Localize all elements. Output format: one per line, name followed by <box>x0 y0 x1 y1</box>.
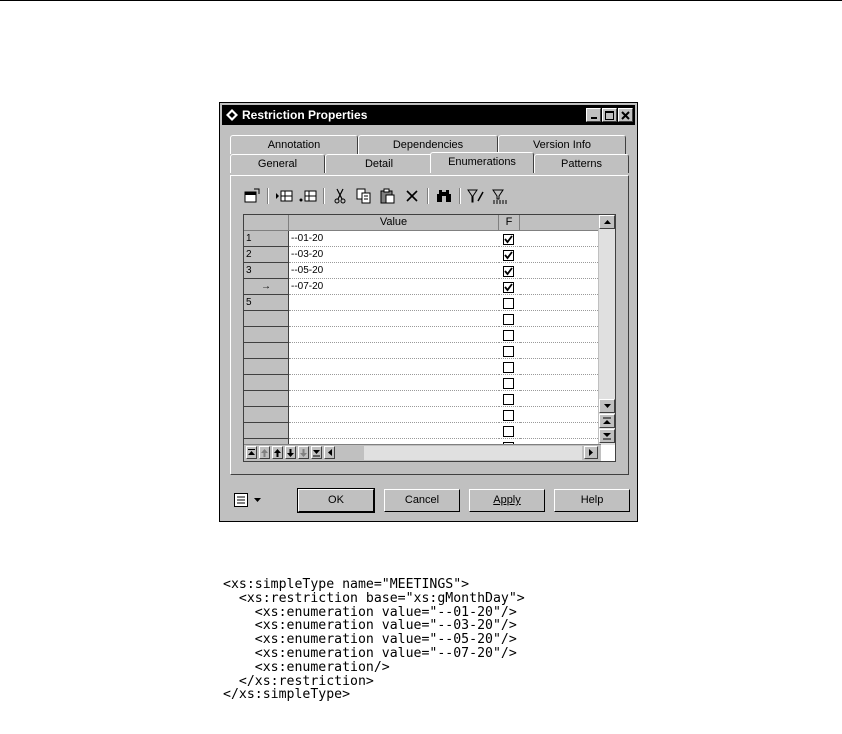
scroll-right-button[interactable] <box>584 446 598 459</box>
tab-general[interactable]: General <box>230 154 325 173</box>
find-icon[interactable] <box>435 187 453 205</box>
row-navigation-bar <box>244 444 601 461</box>
fixed-checkbox[interactable] <box>503 314 514 325</box>
scroll-left-button[interactable] <box>324 446 335 459</box>
code-line: <xs:enumeration/> <box>223 659 390 675</box>
extra-cell[interactable] <box>520 343 600 359</box>
row-header[interactable]: 3 <box>244 263 289 279</box>
fixed-checkbox[interactable] <box>503 282 514 293</box>
dialog-button-row <box>220 485 637 515</box>
dialog-title: Restriction Properties <box>242 108 368 122</box>
checkmark-icon <box>504 283 513 292</box>
move-down-button[interactable] <box>285 446 296 459</box>
insert-row-icon[interactable] <box>275 187 293 205</box>
fixed-checkbox[interactable] <box>503 250 514 261</box>
help-button[interactable]: Help <box>554 489 630 512</box>
code-line: <xs:enumeration value="--07-20"/> <box>223 645 517 661</box>
row-header[interactable]: → <box>244 279 289 295</box>
close-button[interactable] <box>618 108 633 122</box>
scroll-top-button[interactable] <box>599 414 615 428</box>
row-header[interactable] <box>244 391 289 407</box>
tab-annotation[interactable]: Annotation <box>230 135 358 154</box>
scroll-up-button[interactable] <box>599 215 615 229</box>
apply-button[interactable]: Apply <box>469 489 545 512</box>
value-cell[interactable]: --03-20 <box>289 247 499 263</box>
extra-cell[interactable] <box>520 231 600 247</box>
extra-cell[interactable] <box>520 247 600 263</box>
extra-cell[interactable] <box>520 295 600 311</box>
toolbar-separator <box>323 188 325 204</box>
value-cell[interactable]: --07-20 <box>289 279 499 295</box>
ok-button[interactable]: OK <box>298 489 374 512</box>
row-header[interactable] <box>244 359 289 375</box>
fixed-checkbox[interactable] <box>503 362 514 373</box>
fixed-checkbox[interactable] <box>503 346 514 357</box>
extra-cell[interactable] <box>520 423 600 439</box>
tab-dependencies[interactable]: Dependencies <box>358 135 498 154</box>
vertical-scrollbar[interactable] <box>598 215 615 445</box>
code-line: <xs:simpleType name="MEETINGS"> <box>223 577 470 592</box>
move-to-bottom-button[interactable] <box>311 446 322 459</box>
row-header[interactable] <box>244 343 289 359</box>
move-up-fast-icon <box>261 449 268 457</box>
xml-schema-code <box>223 578 525 702</box>
arrow-right-icon <box>589 449 593 456</box>
value-cell[interactable] <box>289 375 499 391</box>
move-top-icon <box>248 449 255 457</box>
arrow-down-icon <box>604 404 611 408</box>
row-header[interactable] <box>244 327 289 343</box>
restriction-properties-dialog <box>219 102 638 522</box>
row-header[interactable]: 5 <box>244 295 289 311</box>
enumerations-panel <box>230 175 629 475</box>
tab-detail[interactable]: Detail <box>325 154 433 173</box>
row-header[interactable] <box>244 407 289 423</box>
row-header[interactable] <box>244 311 289 327</box>
code-line: </xs:restriction> <box>223 673 374 689</box>
move-down-fast-button[interactable] <box>298 446 309 459</box>
extra-cell[interactable] <box>520 407 600 423</box>
fixed-checkbox[interactable] <box>503 234 514 245</box>
maximize-button[interactable] <box>602 108 617 122</box>
extra-cell[interactable] <box>520 391 600 407</box>
checkmark-icon <box>504 251 513 260</box>
move-up-fast-button[interactable] <box>259 446 270 459</box>
arrow-up-icon <box>604 220 611 224</box>
value-cell[interactable] <box>289 311 499 327</box>
value-cell[interactable] <box>289 327 499 343</box>
column-header-blank <box>520 215 600 231</box>
move-down-fast-icon <box>300 449 307 457</box>
title-bar <box>222 105 635 125</box>
tab-enumerations[interactable]: Enumerations <box>430 152 534 173</box>
toolbar-separator <box>267 188 269 204</box>
list-menu-button[interactable] <box>234 493 261 507</box>
diamond-icon <box>226 109 238 121</box>
top-rule <box>0 0 842 1</box>
value-cell[interactable] <box>289 295 499 311</box>
move-up-icon <box>274 449 281 457</box>
row-header[interactable]: 2 <box>244 247 289 263</box>
fixed-checkbox[interactable] <box>503 378 514 389</box>
value-cell[interactable] <box>289 423 499 439</box>
column-header-f[interactable]: F <box>499 215 520 231</box>
cancel-button[interactable]: Cancel <box>384 489 460 512</box>
value-cell[interactable] <box>289 359 499 375</box>
scroll-bottom-button[interactable] <box>599 429 615 443</box>
fixed-checkbox[interactable] <box>503 410 514 421</box>
checkmark-icon <box>504 267 513 276</box>
value-cell[interactable] <box>289 391 499 407</box>
cut-icon[interactable] <box>331 187 349 205</box>
row-header[interactable] <box>244 375 289 391</box>
code-line: <xs:enumeration value="--05-20"/> <box>223 632 517 648</box>
enumerations-grid <box>243 214 616 462</box>
value-cell[interactable] <box>289 343 499 359</box>
fixed-checkbox[interactable] <box>503 266 514 277</box>
paste-icon[interactable] <box>379 187 397 205</box>
close-icon <box>621 111 630 120</box>
extra-cell[interactable] <box>520 311 600 327</box>
filter-settings-icon[interactable] <box>491 187 509 205</box>
column-header-value[interactable]: Value <box>289 215 499 231</box>
row-header[interactable]: 1 <box>244 231 289 247</box>
code-line: </xs:simpleType> <box>223 687 351 703</box>
list-icon <box>234 493 248 507</box>
fixed-checkbox[interactable] <box>503 426 514 437</box>
scroll-top-icon <box>603 417 611 425</box>
move-up-button[interactable] <box>272 446 283 459</box>
minimize-button[interactable] <box>586 108 601 122</box>
extra-cell[interactable] <box>520 263 600 279</box>
fixed-checkbox[interactable] <box>503 394 514 405</box>
filter-icon[interactable] <box>467 187 485 205</box>
row-header-corner <box>244 215 289 231</box>
delete-icon[interactable] <box>403 187 421 205</box>
properties-icon[interactable] <box>243 187 261 205</box>
dropdown-arrow-icon <box>254 498 261 502</box>
tab-version-info[interactable]: Version Info <box>498 135 626 154</box>
value-cell[interactable] <box>289 407 499 423</box>
extra-cell[interactable] <box>520 375 600 391</box>
copy-icon[interactable] <box>355 187 373 205</box>
maximize-icon <box>605 111 614 120</box>
scroll-bottom-icon <box>603 432 611 440</box>
scroll-down-button[interactable] <box>599 399 615 413</box>
value-cell[interactable]: --01-20 <box>289 231 499 247</box>
move-to-top-button[interactable] <box>246 446 257 459</box>
extra-cell[interactable] <box>520 359 600 375</box>
value-cell[interactable]: --05-20 <box>289 263 499 279</box>
add-row-icon[interactable] <box>299 187 317 205</box>
toolbar <box>243 186 509 206</box>
fixed-checkbox[interactable] <box>503 298 514 309</box>
code-line: <xs:enumeration value="--01-20"/> <box>223 604 517 620</box>
fixed-checkbox[interactable] <box>503 330 514 341</box>
minimize-icon <box>590 111 598 119</box>
arrow-left-icon <box>328 449 332 456</box>
extra-cell[interactable] <box>520 327 600 343</box>
tab-patterns[interactable]: Patterns <box>534 154 629 173</box>
horizontal-scroll-track[interactable] <box>364 446 582 460</box>
code-line: <xs:enumeration value="--03-20"/> <box>223 618 517 634</box>
move-down-icon <box>287 449 294 457</box>
toolbar-separator <box>459 188 461 204</box>
toolbar-separator <box>427 188 429 204</box>
row-header[interactable] <box>244 423 289 439</box>
move-bottom-icon <box>313 449 320 457</box>
checkmark-icon <box>504 235 513 244</box>
code-line: <xs:restriction base="xs:gMonthDay"> <box>223 590 525 606</box>
extra-cell[interactable] <box>520 279 600 295</box>
